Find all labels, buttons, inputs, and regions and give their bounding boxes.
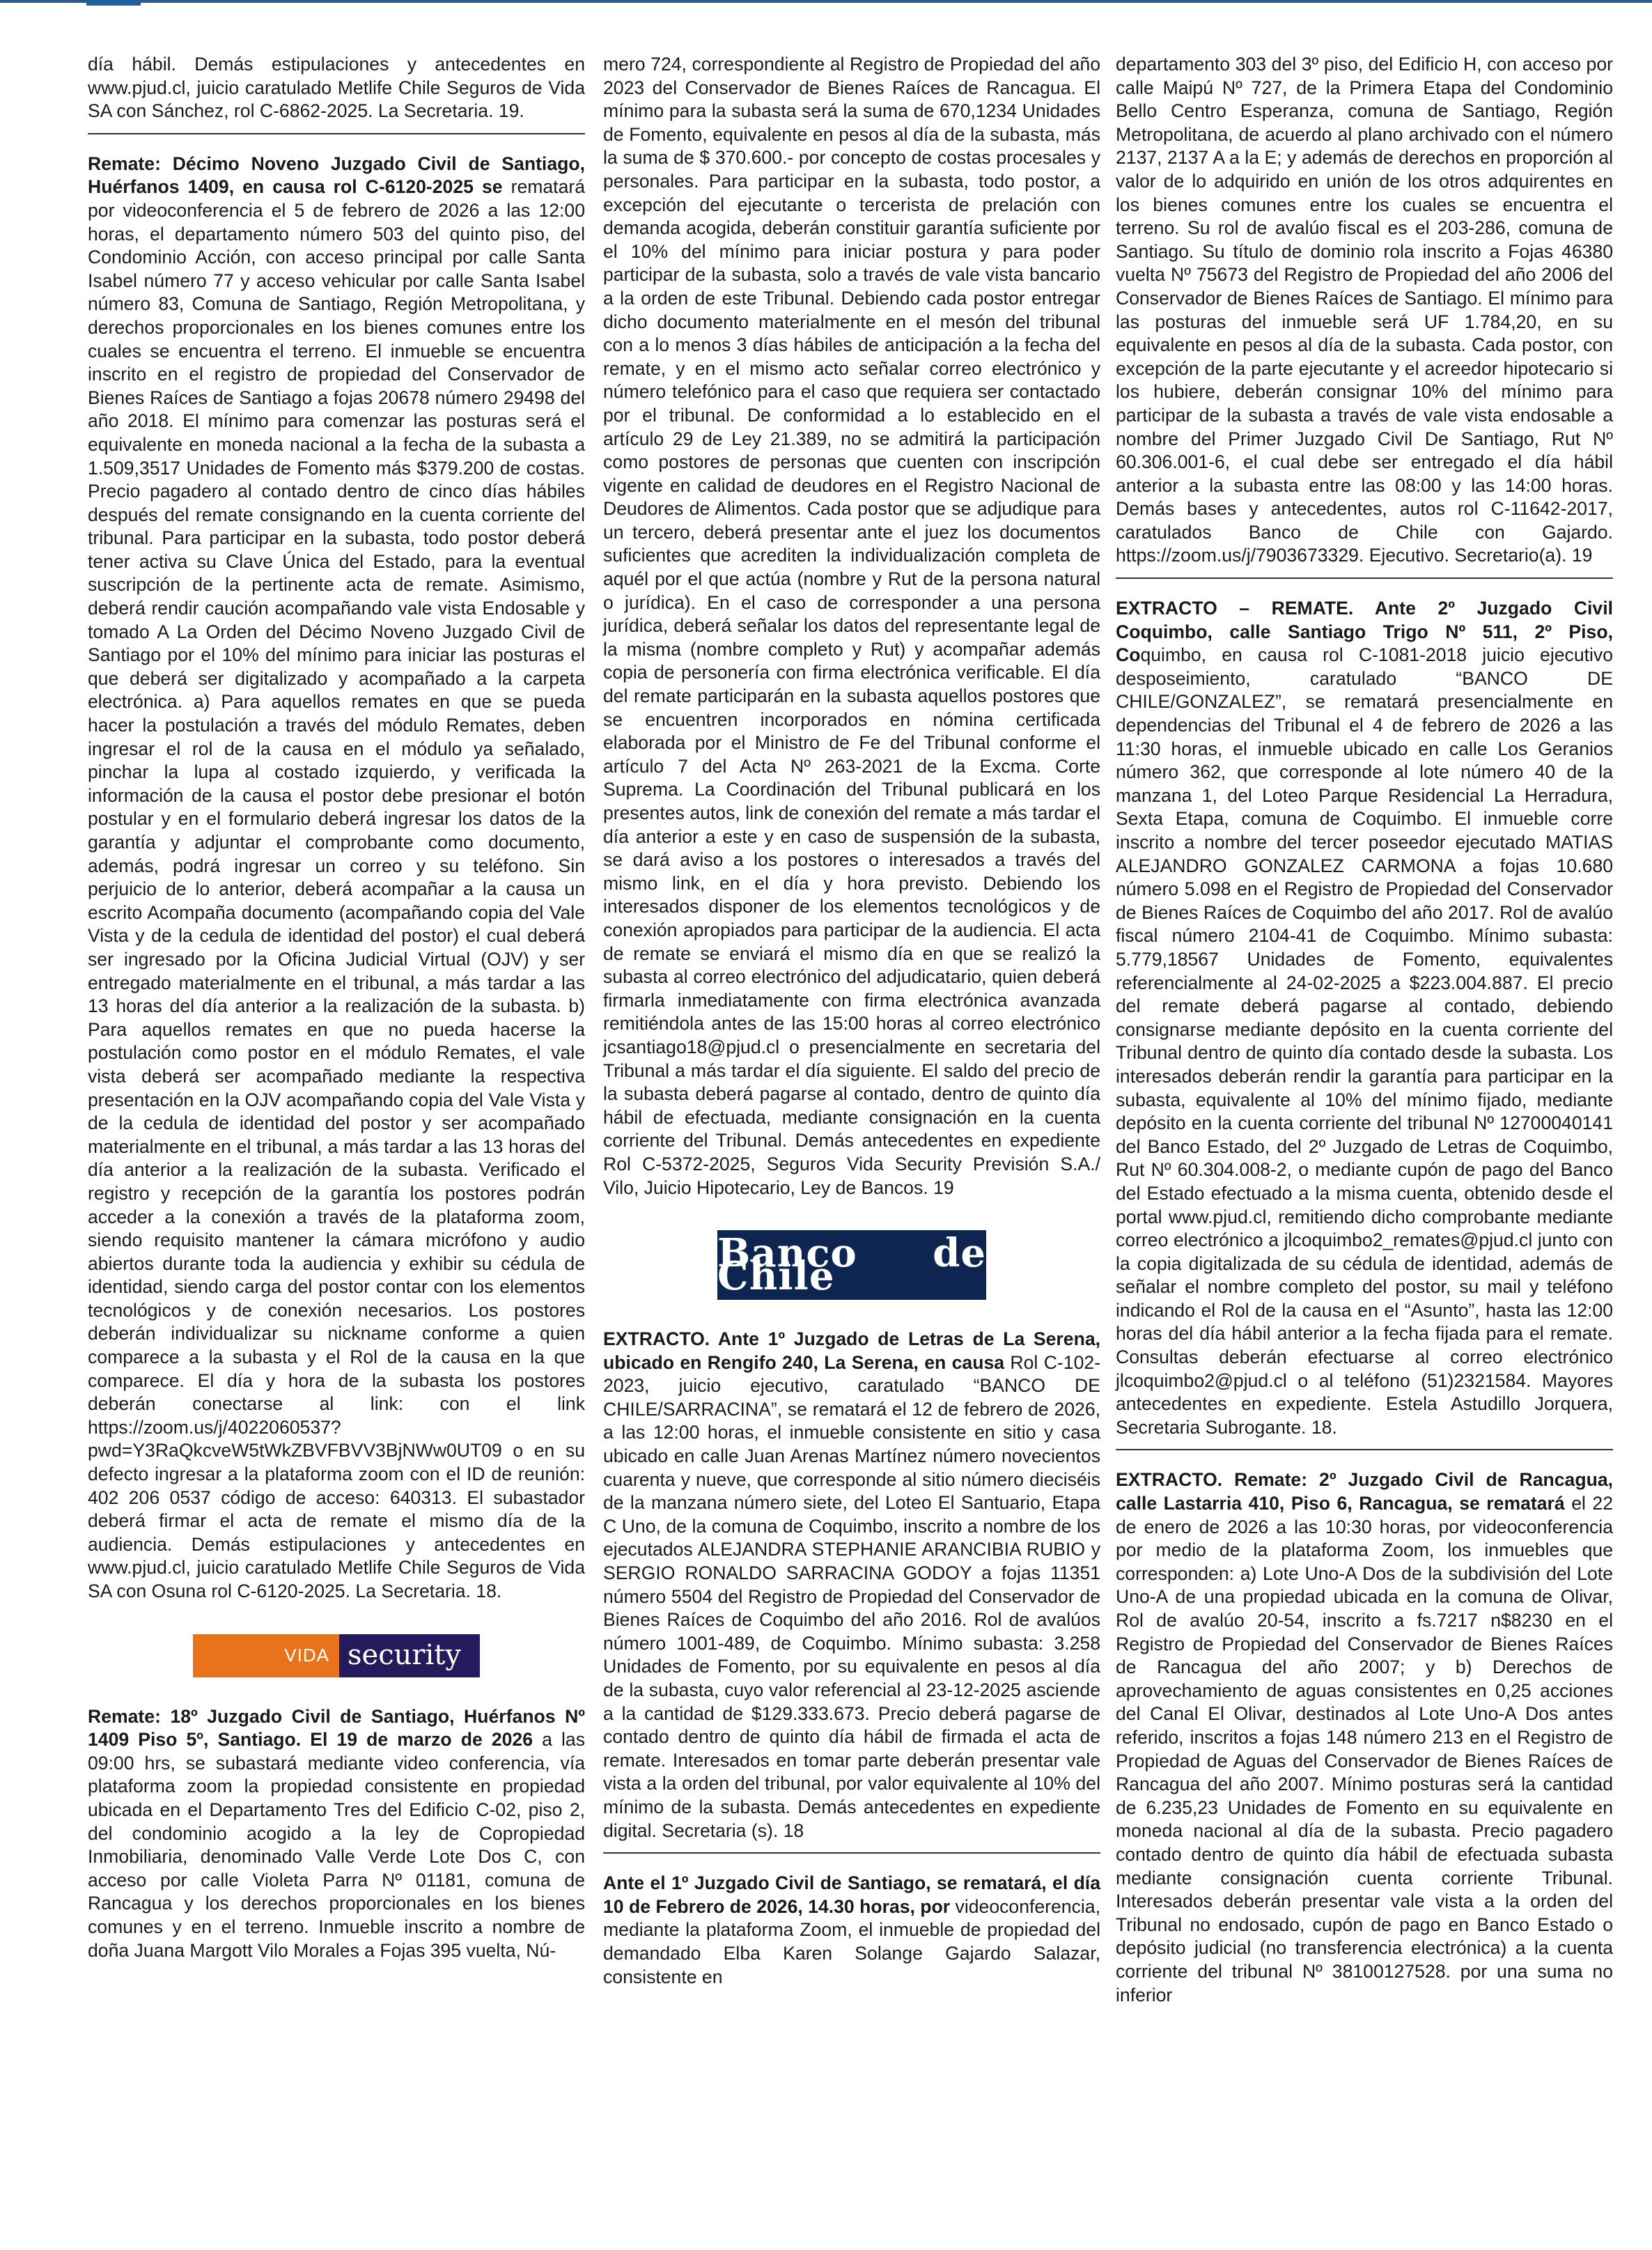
- top-accent-block: [86, 0, 141, 6]
- notice-rancagua: [1116, 1468, 1613, 2017]
- notice-heading: EXTRACTO – REMATE. Ante 2º Juzgado Civil Coquimbo, calle Santiago Trigo Nº 511, 2º Piso, Co: [1116, 598, 1613, 666]
- notice-text: a las 09:00 hrs, se subastará mediante video conferencia, vía plataforma zoom la propiedad consistente en propiedad ubicada en el Departamento Tres del Edificio C-02, piso 2, del condominio acogido a la ley de Copropiedad Inmobiliaria, denominado Valle Verde Lote Dos C, con acceso por calle Violeta Parra Nº 01181, comuna de Rancagua y los derechos proporcionales en los bienes comunes y en el terreno. Inmueble inscrito a nombre de doña Juana Margott Vilo Morales a Fojas 395 vuelta, Nú-: [88, 1729, 585, 1961]
- security-label: security: [339, 1634, 480, 1677]
- notice-heading: Ante el 1º Juzgado Civil de Santiago, se rematará, el día 10 de Febrero de 2026, 14.30 horas, por: [603, 1872, 1100, 1917]
- notice-coquimbo: [1116, 597, 1613, 1450]
- banco-de-chile-label: Banco de Chile: [717, 1229, 986, 1300]
- top-rule: [0, 0, 1652, 3]
- banco-de-chile-logo: [603, 1230, 1100, 1300]
- notice-metlife-sanchez: [88, 53, 585, 134]
- notice-heading: Remate: 18º Juzgado Civil de Santiago, Huérfanos Nº 1409 Piso 5º, Santiago. El 19 de marzo de 2026: [88, 1705, 585, 1751]
- column-1: [88, 53, 585, 1990]
- notice-heading: EXTRACTO. Ante 1º Juzgado de Letras de La Serena, ubicado en Rengifo 240, La Serena, en causa: [603, 1328, 1100, 1373]
- notice-text: día hábil. Demás estipulaciones y antecedentes en www.pjud.cl, juicio caratulado Metlife Chile Seguros de Vida SA con Sánchez, rol C-6862-2025. La Secretaria. 19.: [88, 54, 585, 122]
- notice-text: mero 724, correspondiente al Registro de Propiedad del año 2023 del Conservador de Bienes Raíces de Rancagua. El mínimo para la subasta será la suma de 670,1234 Unidades de Fomento, equivalente en pesos al día de la subasta, más la suma de $ 370.600.- por concepto de costas procesales y personales. Para participar en la subasta, todo postor, a excepción del ejecutante o tercerista de prelación con demanda acogida, deberán constituir garantía suficiente por el 10% del mínimo para iniciar postura y para poder participar de la subasta, solo a través de vale vista bancario a la orden de este Tribunal. Debiendo cada postor entregar dicho documento materialmente en el mesón del tribunal con a lo menos 3 días hábiles de anticipación a la fecha del remate, y en el mismo acto señalar correo electrónico y número telefónico para el caso que requiera ser contactado por el tribunal. De conformidad a lo establecido en el artículo 29 de Ley 21.389, no se admitirá la participación como postores de personas que cuenten con inscripción vigente en calidad de deudores en el Registro Nacional de Deudores de Alimentos. Cada postor que se adjudique para un tercero, deberá presentar ante el juez los documentos suficientes que acrediten la individualización completa de aquél por el que actúa (nombre y Rut de la persona natural o jurídica). En el caso de corresponder a una persona jurídica, deberá señalar los datos del representante legal de la misma (nombre completo y Rut) y acompañar además copia de personería con firma electrónica verificable. El día del remate participarán en la subasta aquellos postores que se encuentren incorporados en nómina certificada elaborada por el Ministro de Fe del Tribunal conforme el artículo 7 del Acta Nº 263-2021 de la Excma. Corte Suprema. La Coordinación del Tribunal publicará en los presentes autos, link de conexión del remate a más tardar el día anterior a este y en caso de suspensión de la subasta, se dará aviso a los postores o interesados a través del mismo link, en el día y hora previsto. Debiendo los interesados disponer de los elementos tecnológicos y de conexión apropiados para participar de la audiencia. El acta de remate se enviará el mismo día en que se realizó la subasta al correo electrónico del adjudicatario, quien deberá firmarla inmediatamente con firma electrónica avanzada remitiéndola antes de las 15:00 horas al correo electrónico jcsantiago18@pjud.cl o presencialmente en secretaria del Tribunal a más tardar el día siguiente. El saldo del precio de la subasta deberá pagarse al contado, dentro de quinto día hábil de efectuada, mediante consignación en la cuenta corriente del Tribunal. Demás antecedentes en expediente Rol C-5372-2025, Seguros Vida Security Previsión S.A./ Vilo, Juicio Hipotecario, Ley de Bancos. 19: [603, 54, 1100, 1198]
- notice-la-serena: [603, 1328, 1100, 1854]
- notice-text: el 22 de enero de 2026 a las 10:30 horas, por videoconferencia por medio de la plataforma Zoom, los inmuebles que corresponden: a) Lote Uno-A Dos de la subdivisión del Lote Uno-A de una propiedad ubicada en la comuna de Olivar, Rol de avalúo 20-54, inscrito a fs.7217 n$8230 en el Registro de Propiedad del Conservador de Bienes Raíces de Rancagua del año 2007; y b) Derechos de aprovechamiento de aguas consistentes en 0,25 acciones del Canal El Olivar, destinados al Lote Uno-A Dos antes referido, inscritos a fojas 148 número 213 en el Registro de Propiedad de Aguas del Conservador de Bienes Raíces de Rancagua del año 2007. Mínimo posturas será la cantidad de 6.235,23 Unidades de Fomento en su equivalente en moneda nacional al día de la subasta. Precio pagadero contado dentro de quinto día hábil de efectuada subasta mediante consignación cuenta corriente Tribunal. Interesados deberán presentar vale vista a la orden del Tribunal no endosado, cupón de pago en Banco Estado o depósito judicial (no transferencia electrónica) a la cuenta corriente del tribunal Nº 38100127528. por una suma no inferior: [1116, 1493, 1613, 2005]
- notice-continuation-gajardo: [1116, 53, 1613, 579]
- notice-1-juzgado-santiago: [603, 1872, 1100, 1999]
- notice-metlife-osuna: [88, 153, 585, 1613]
- column-2: [603, 53, 1100, 2017]
- notice-continuation-vilo: [603, 53, 1100, 1209]
- notice-text: rematará por videoconferencia el 5 de febrero de 2026 a las 12:00 horas, el departamento número 503 del quinto piso, del Condominio Acción, con acceso principal por calle Santa Isabel número 77 y acceso vehicular por calle Santa Isabel número 83, Comuna de Santiago, Región Metropolitana, y derechos proporcionales en los bienes comunes entre los cuales se encuentra el terreno. El inmueble se encuentra inscrito en el registro de propiedad del Conservador de Bienes Raíces de Santiago a fojas 20678 número 29498 del año 2018. El mínimo para comenzar las posturas será el equivalente en moneda nacional a la fecha de la subasta a 1.509,3517 Unidades de Fomento más $379.200 de costas. Precio pagadero al contado dentro de cinco días hábiles después del remate consignando en la cuenta corriente del tribunal. Para participar en la subasta, todo postor deberá tener activa su Clave Única del Estado, para la eventual suscripción de la pertinente acta de remate. Asimismo, deberá rendir caución acompañando vale vista Endosable y tomado A La Orden del Décimo Noveno Juzgado Civil de Santiago por el 10% del mínimo para iniciar las posturas el que deberá ser digitalizado y acompañado a la carpeta electrónica. a) Para aquellos remates en que se pueda hacer la postulación a través del módulo Remates, deben ingresar el rol de la causa en el módulo ya señalado, pinchar la lupa al costado izquierdo, y verificada la información de la causa el postor debe presionar el botón postular y en el formulario deberá ingresar los datos de la garantía y adjuntar el comprobante como documento, además, podrá ingresar un correo y su teléfono. Sin perjuicio de lo anterior, deberá acompañar a la causa un escrito Acompaña documento (acompañando copia del Vale Vista y de la cedula de identidad del postor) el cual deberá ser ingresado por la Oficina Judicial Virtual (OJV) y ser entregado materialmente en el tribunal, a más tardar a las 13 horas del día anterior a la realización de la subasta. b) Para aquellos remates en que no pueda hacerse la postulación como postor en el módulo Remates, el vale vista deberá ser acompañado mediante la respectiva presentación en la OJV acompañando copia del Vale Vista y de la cedula de identidad del postor y ser acompañado materialmente en el tribunal, a más tardar a las 13 horas del día anterior a la realización de la subasta. Verificado el registro y recepción de la garantía los postores podrán acceder a la conexión a través de la plataforma zoom, siendo requisito mantener la cámara micrófono y audio abiertos durante toda la audiencia y exhibir su cédula de identidad, siendo carga del postor contar con los elementos tecnológicos y de conexión necesarios. Los postores deberán individualizar su nickname conforme a quien comparece a la subasta y el Rol de la causa en la que comparece. El día y hora de la subasta los postores deberán conectarse al link: con el link https://zoom.us/j/4022060537?pwd=Y3RaQkcveW5tWkZBVFBVV3BjNWw0UT09 o en su defecto ingresar a la plataforma zoom con el ID de reunión: 402 206 0537 código de acceso: 640313. El subastador deberá firmar el acta de remate el mismo día de la audiencia. Demás estipulaciones y antecedentes en www.pjud.cl, juicio caratulado Metlife Chile Seguros de Vida SA con Osuna rol C-6120-2025. La Secretaria. 18.: [88, 176, 585, 1601]
- column-3: [1116, 53, 1613, 2035]
- notice-text: videoconferencia, mediante la plataforma Zoom, el inmueble de propiedad del demandado Elba Karen Solange Gajardo Salazar, consistente en: [603, 1895, 1100, 1987]
- notice-text: Rol C-102-2023, juicio ejecutivo, caratulado “BANCO DE CHILE/SARRACINA”, se rematará el 12 de febrero de 2026, a las 12:00 horas, el inmueble consistente en sitio y casa ubicado en calle Juan Arenas Martínez número novecientos cuarenta y nueve, que corresponde al sitio número dieciséis de la manzana número siete, del Loteo El Santuario, Etapa C Uno, de la comuna de Coquimbo, inscrito a nombre de los ejecutados ALEJANDRA STEPHANIE ARANCIBIA RUBIO y SERGIO RONALDO SARRACINA GODOY a fojas 11351 número 5504 del Registro de Propiedad del Conservador de Bienes Raíces de Coquimbo del año 2016. Rol de avalúos número 1001-489, de Coquimbo. Mínimo subasta: 3.258 Unidades de Fomento, por su equivalente en pesos al día de la subasta, cuyo valor referencial al 23-12-2025 asciende a la cantidad de $129.333.673. Precio deberá pagarse de contado dentro de quinto día hábil de firmada el acta de remate. Interesados en tomar parte deberán presentar vale vista a la orden del tribunal, por valor equivalente al 10% del mínimo de la subasta. Demás antecedentes en expediente digital. Secretaria (s). 18: [603, 1351, 1101, 1841]
- notice-heading: EXTRACTO. Remate: 2º Juzgado Civil de Rancagua, calle Lastarria 410, Piso 6, Rancagua, se rematará: [1116, 1469, 1613, 1514]
- notice-heading: Remate: Décimo Noveno Juzgado Civil de Santiago, Huérfanos 1409, en causa rol C-6120-2025 se: [88, 153, 585, 198]
- vida-label: VIDA: [193, 1634, 339, 1677]
- notice-text: departamento 303 del 3º piso, del Edificio H, con acceso por calle Maipú Nº 727, de la Primera Etapa del Condominio Bello Centro Esperanza, comuna de Santiago, Región Metropolitana, de acuerdo al plano archivado con el número 2137, 2137 A a la E; y además de derechos en proporción al valor de lo adquirido en unión de los otros adquirentes en los bienes comunes entre los cuales se encuentra el terreno. Su rol de avalúo fiscal es el 203-286, comuna de Santiago. Su título de dominio rola inscrito a Fojas 46380 vuelta Nº 75673 del Registro de Propiedad del año 2006 del Conservador de Bienes Raíces de Santiago. El mínimo para las posturas del inmueble será UF 1.784,20, en su equivalente en pesos al día de la subasta. Cada postor, con excepción de la parte ejecutante y el acreedor hipotecario si los hubiere, deberán consignar 10% del mínimo para participar de la subasta a través de vale vista endosable a nombre del Primer Juzgado Civil De Santiago, Rut Nº 60.306.001-6, el cual debe ser entregado el día hábil anterior a la subasta entre las 08:00 y las 14:00 horas. Demás bases y antecedentes, autos rol C-11642-2017, caratulados Banco de Chile con Gajardo. https://zoom.us/j/7903673329. Ejecutivo. Secretario(a). 19: [1116, 54, 1613, 566]
- notice-text: quimbo, en causa rol C-1081-2018 juicio ejecutivo desposeimiento, caratulado “BANCO DE CHILE/GONZALEZ”, se rematará presencialmente en dependencias del Tribunal el 4 de febrero de 2026 a las 11:30 horas, el inmueble ubicado en calle Los Geranios número 362, que corresponde al lote número 40 de la manzana 1, del Loteo Parque Residencial La Herradura, Sexta Etapa, comuna de Coquimbo. El inmueble corre inscrito a nombre del tercer poseedor ejecutado MATIAS ALEJANDRO GONZALEZ CARMONA a fojas 10.680 número 5.098 en el Registro de Propiedad del Conservador de Bienes Raíces de Coquimbo del año 2017. Rol de avalúo fiscal número 2104-41 de Coquimbo. Mínimo subasta: 5.779,18567 Unidades de Fomento, equivalentes referencialmente al 24-02-2025 a $223.004.887. El precio del remate deberá pagarse al contado, debiendo consignarse mediante depósito en la cuenta corriente del Tribunal dentro de quinto día contado desde la subasta. Los interesados deberán rendir la garantía para participar en la subasta, equivalente al 10% del mínimo fijado, mediante depósito en la cuenta corriente del tribunal Nº 12700040141 del Banco Estado, del 2º Juzgado de Letras de Coquimbo, Rut Nº 60.304.008-2, o mediante cupón de pago del Banco del Estado efectuado a la misma cuenta, obtenido desde el portal www.pjud.cl, remitiendo dicho comprobante mediante correo electrónico a jlcoquimbo2_remates@pjud.cl junto con la copia digitalizada de su cédula de identidad, además de señalar el nombre completo del postor, su mail y teléfono indicando el Rol de la causa en el “Asunto”, hasta las 12:00 horas del día hábil anterior a la fecha fijada para el remate. Consultas deberán efectuarse al correo electrónico jlcoquimbo2@pjud.cl o al teléfono (51)2321584. Mayores antecedentes en expediente. Estela Astudillo Jorquera, Secretaria Subrogante. 18.: [1116, 644, 1613, 1438]
- notice-18-juzgado-santiago: [88, 1705, 585, 1973]
- vida-security-logo: [88, 1634, 585, 1677]
